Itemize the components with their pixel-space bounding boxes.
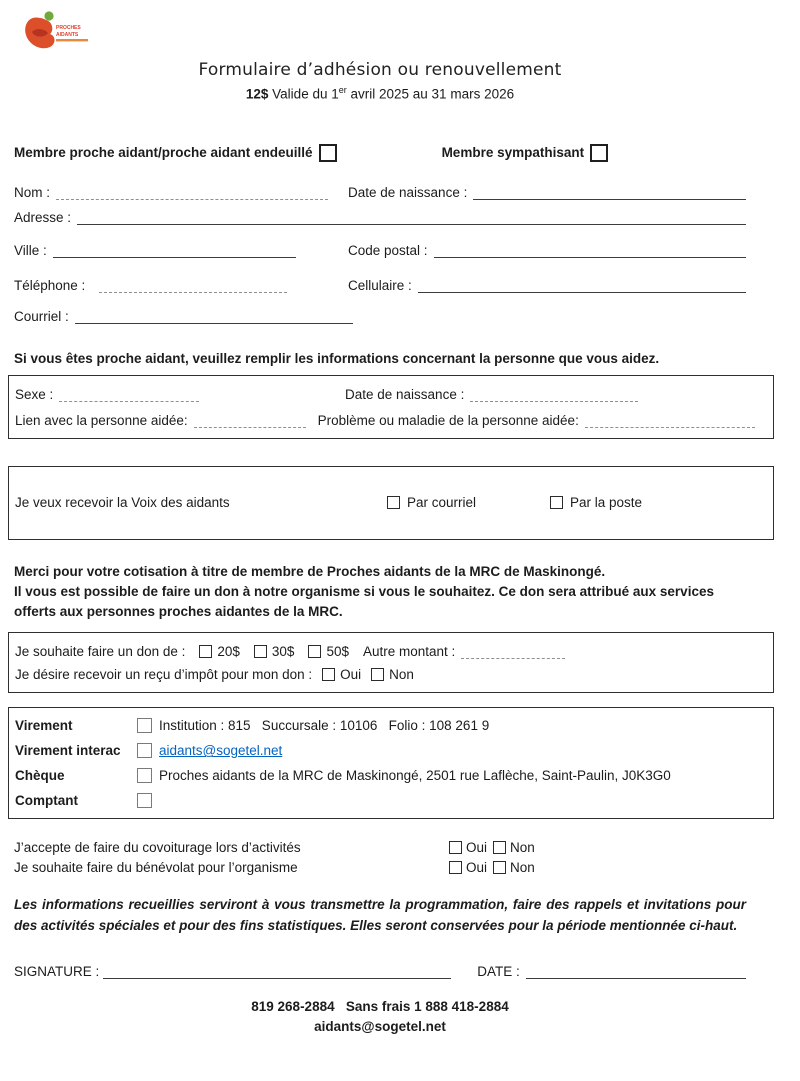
newsletter-mail-checkbox[interactable]: [550, 496, 563, 509]
newsletter-box: [8, 466, 774, 540]
logo-leaf-icon: [44, 11, 53, 20]
carpool-question-row: [14, 840, 746, 855]
volunteer-non-label: Non: [510, 860, 535, 876]
signature-row: [14, 963, 746, 979]
receipt-oui-label: Oui: [340, 667, 362, 683]
donation-info-line: Il vous est possible de faire un don à notre organisme si vous le souhaitez. Ce don sera attribué aux services offerts aux personnes proches aidantes de la MRC.: [14, 583, 714, 619]
payment-comptant-checkbox[interactable]: [137, 793, 152, 808]
donation-20-checkbox[interactable]: [199, 645, 212, 658]
relation-label: Lien avec la personne aidée:: [15, 412, 188, 428]
helped-person-box: [8, 375, 774, 439]
donation-receipt-row: [15, 667, 761, 682]
payment-row-virement: [15, 718, 761, 733]
donation-receipt-prompt: Je désire recevoir un reçu d’impôt pour mon don :: [15, 667, 313, 683]
membership-type-row: [14, 144, 746, 162]
donation-thanks-line: Merci pour votre cotisation à titre de membre de Proches aidants de la MRC de Maskinongé.: [14, 563, 606, 579]
membership-caregiver-option: [14, 144, 337, 162]
receipt-non-label: Non: [389, 667, 414, 683]
receipt-oui-checkbox[interactable]: [322, 668, 335, 681]
logo-text-line2: AIDANTS: [56, 32, 79, 38]
sex-dob-row: [15, 386, 761, 402]
footer-phone-line: 819 268-2884 Sans frais 1 888 418-2884: [251, 999, 509, 1015]
donation-50-checkbox[interactable]: [308, 645, 321, 658]
donation-other-input-line[interactable]: [461, 643, 565, 659]
name-field: [14, 184, 348, 200]
membership-caregiver-label: Membre proche aidant/proche aidant endeuillé: [14, 145, 313, 160]
payment-row-interac: [15, 743, 761, 758]
volunteer-non-checkbox[interactable]: [493, 861, 506, 874]
newsletter-mail-label: Par la poste: [570, 495, 643, 510]
payment-interac-checkbox[interactable]: [137, 743, 152, 758]
newsletter-email-label: Par courriel: [407, 495, 477, 510]
address-input-line[interactable]: [77, 209, 746, 225]
membership-sympathizer-option: [442, 144, 609, 162]
illness-input-line[interactable]: [585, 412, 755, 428]
city-field: [14, 242, 348, 258]
name-input-line[interactable]: [56, 184, 328, 200]
page-title: Formulaire d’adhésion ou renouvellement: [198, 60, 562, 80]
payment-interac-email-link[interactable]: aidants@sogetel.net: [159, 743, 283, 759]
carpool-question-label: J’accepte de faire du covoiturage lors d’activités: [14, 840, 301, 856]
donation-intro: [14, 562, 746, 623]
city-label: Ville :: [14, 242, 47, 258]
donation-30-label: 30$: [271, 643, 295, 659]
payment-comptant-label: Comptant: [15, 793, 78, 809]
payment-row-cheque: [15, 768, 761, 783]
relation-input-line[interactable]: [194, 412, 306, 428]
payment-cheque-label: Chèque: [15, 768, 65, 784]
carpool-choices: [449, 840, 535, 855]
donation-30-checkbox[interactable]: [254, 645, 267, 658]
form-footer: [14, 997, 746, 1038]
date-label: DATE :: [477, 964, 520, 980]
validity-suffix: avril 2025 au 31 mars 2026: [346, 86, 515, 102]
price-label: 12$: [245, 86, 269, 102]
signature-label: SIGNATURE :: [14, 964, 100, 980]
postal-code-input-line[interactable]: [434, 242, 746, 258]
validity-subtitle: [40, 85, 720, 102]
organization-logo: [22, 8, 102, 58]
carpool-non-checkbox[interactable]: [493, 841, 506, 854]
phone-field: [14, 277, 348, 293]
newsletter-mail-option: [550, 495, 713, 510]
phone-cell-row: [14, 277, 746, 293]
membership-sympathizer-checkbox[interactable]: [590, 144, 608, 162]
address-row: [14, 209, 746, 225]
address-label: Adresse :: [14, 209, 72, 225]
validity-prefix: Valide du 1: [268, 86, 339, 102]
validity-ordinal: er: [338, 85, 347, 95]
payment-row-comptant: [15, 793, 761, 808]
city-postal-row: [14, 242, 746, 258]
city-input-line[interactable]: [53, 242, 296, 258]
signature-input-line[interactable]: [103, 963, 451, 979]
donation-amount-50-option: [308, 644, 349, 659]
name-dob-row: [14, 184, 746, 200]
logo-text-line1: PROCHES: [56, 25, 81, 31]
membership-caregiver-checkbox[interactable]: [319, 144, 337, 162]
volunteer-oui-label: Oui: [466, 860, 488, 876]
payment-cheque-checkbox[interactable]: [137, 768, 152, 783]
helped-dob-input-line[interactable]: [470, 386, 638, 402]
payment-interac-label: Virement interac: [15, 743, 121, 759]
donation-box: [8, 632, 774, 693]
phone-label: Téléphone :: [14, 277, 86, 293]
logo-tagline-rule: [56, 39, 88, 41]
carpool-oui-checkbox[interactable]: [449, 841, 462, 854]
donation-amount-30-option: [254, 644, 295, 659]
sex-label: Sexe :: [15, 386, 54, 402]
donation-other-label: Autre montant :: [362, 643, 456, 659]
sex-field: [15, 386, 345, 402]
volunteer-question-label: Je souhaite faire du bénévolat pour l’organisme: [14, 860, 298, 876]
membership-sympathizer-label: Membre sympathisant: [441, 145, 585, 160]
volunteer-question-row: [14, 860, 746, 875]
helped-dob-label: Date de naissance :: [345, 386, 465, 402]
postal-code-label: Code postal :: [348, 242, 428, 258]
illness-label: Problème ou maladie de la personne aidée:: [317, 412, 579, 428]
cell-label: Cellulaire :: [348, 277, 412, 293]
name-label: Nom :: [14, 184, 51, 200]
volunteer-choices: [449, 860, 535, 875]
donation-50-label: 50$: [326, 643, 349, 659]
newsletter-label: Je veux recevoir la Voix des aidants: [15, 495, 230, 510]
email-input-line[interactable]: [75, 308, 353, 324]
receipt-choices: [312, 667, 414, 682]
date-input-line[interactable]: [526, 963, 746, 979]
email-label: Courriel :: [14, 308, 69, 324]
sex-input-line[interactable]: [59, 386, 199, 402]
payment-cheque-text: Proches aidants de la MRC de Maskinongé, 2501 rue Laflèche, Saint-Paulin, J0K3G0: [159, 768, 671, 784]
newsletter-email-checkbox[interactable]: [387, 496, 400, 509]
payment-virement-checkbox[interactable]: [137, 718, 152, 733]
privacy-notice: Les informations recueillies serviront à vous transmettre la programmation, faire des rappels et invitations pour des activités spéciales et pour des fins statistiques. Elles seront conservées pour la période mentionnée ci-haut.: [14, 897, 746, 934]
relation-illness-row: [15, 412, 761, 428]
phone-input-line[interactable]: [99, 277, 287, 293]
donation-20-label: 20$: [217, 643, 240, 659]
dob-input-line[interactable]: [473, 184, 746, 200]
footer-email: aidants@sogetel.net: [314, 1019, 446, 1035]
donation-amount-20-option: [199, 644, 240, 659]
receipt-non-checkbox[interactable]: [371, 668, 384, 681]
carpool-non-label: Non: [510, 840, 535, 856]
dob-label: Date de naissance :: [348, 184, 468, 200]
questions-section: [14, 840, 746, 875]
form-header: [40, 0, 720, 102]
cell-input-line[interactable]: [418, 277, 746, 293]
payment-virement-label: Virement: [15, 718, 73, 734]
volunteer-oui-checkbox[interactable]: [449, 861, 462, 874]
carpool-oui-label: Oui: [466, 840, 488, 856]
payment-virement-text: Institution : 815 Succursale : 10106 Folio : 108 261 9: [159, 718, 490, 734]
helped-person-heading: Si vous êtes proche aidant, veuillez remplir les informations concernant la personne que vous aidez.: [14, 350, 660, 366]
email-row: [14, 308, 746, 324]
donation-amount-row: [15, 643, 761, 659]
donation-prompt: Je souhaite faire un don de :: [15, 643, 186, 659]
payment-box: [8, 707, 774, 819]
newsletter-email-option: [387, 495, 550, 510]
